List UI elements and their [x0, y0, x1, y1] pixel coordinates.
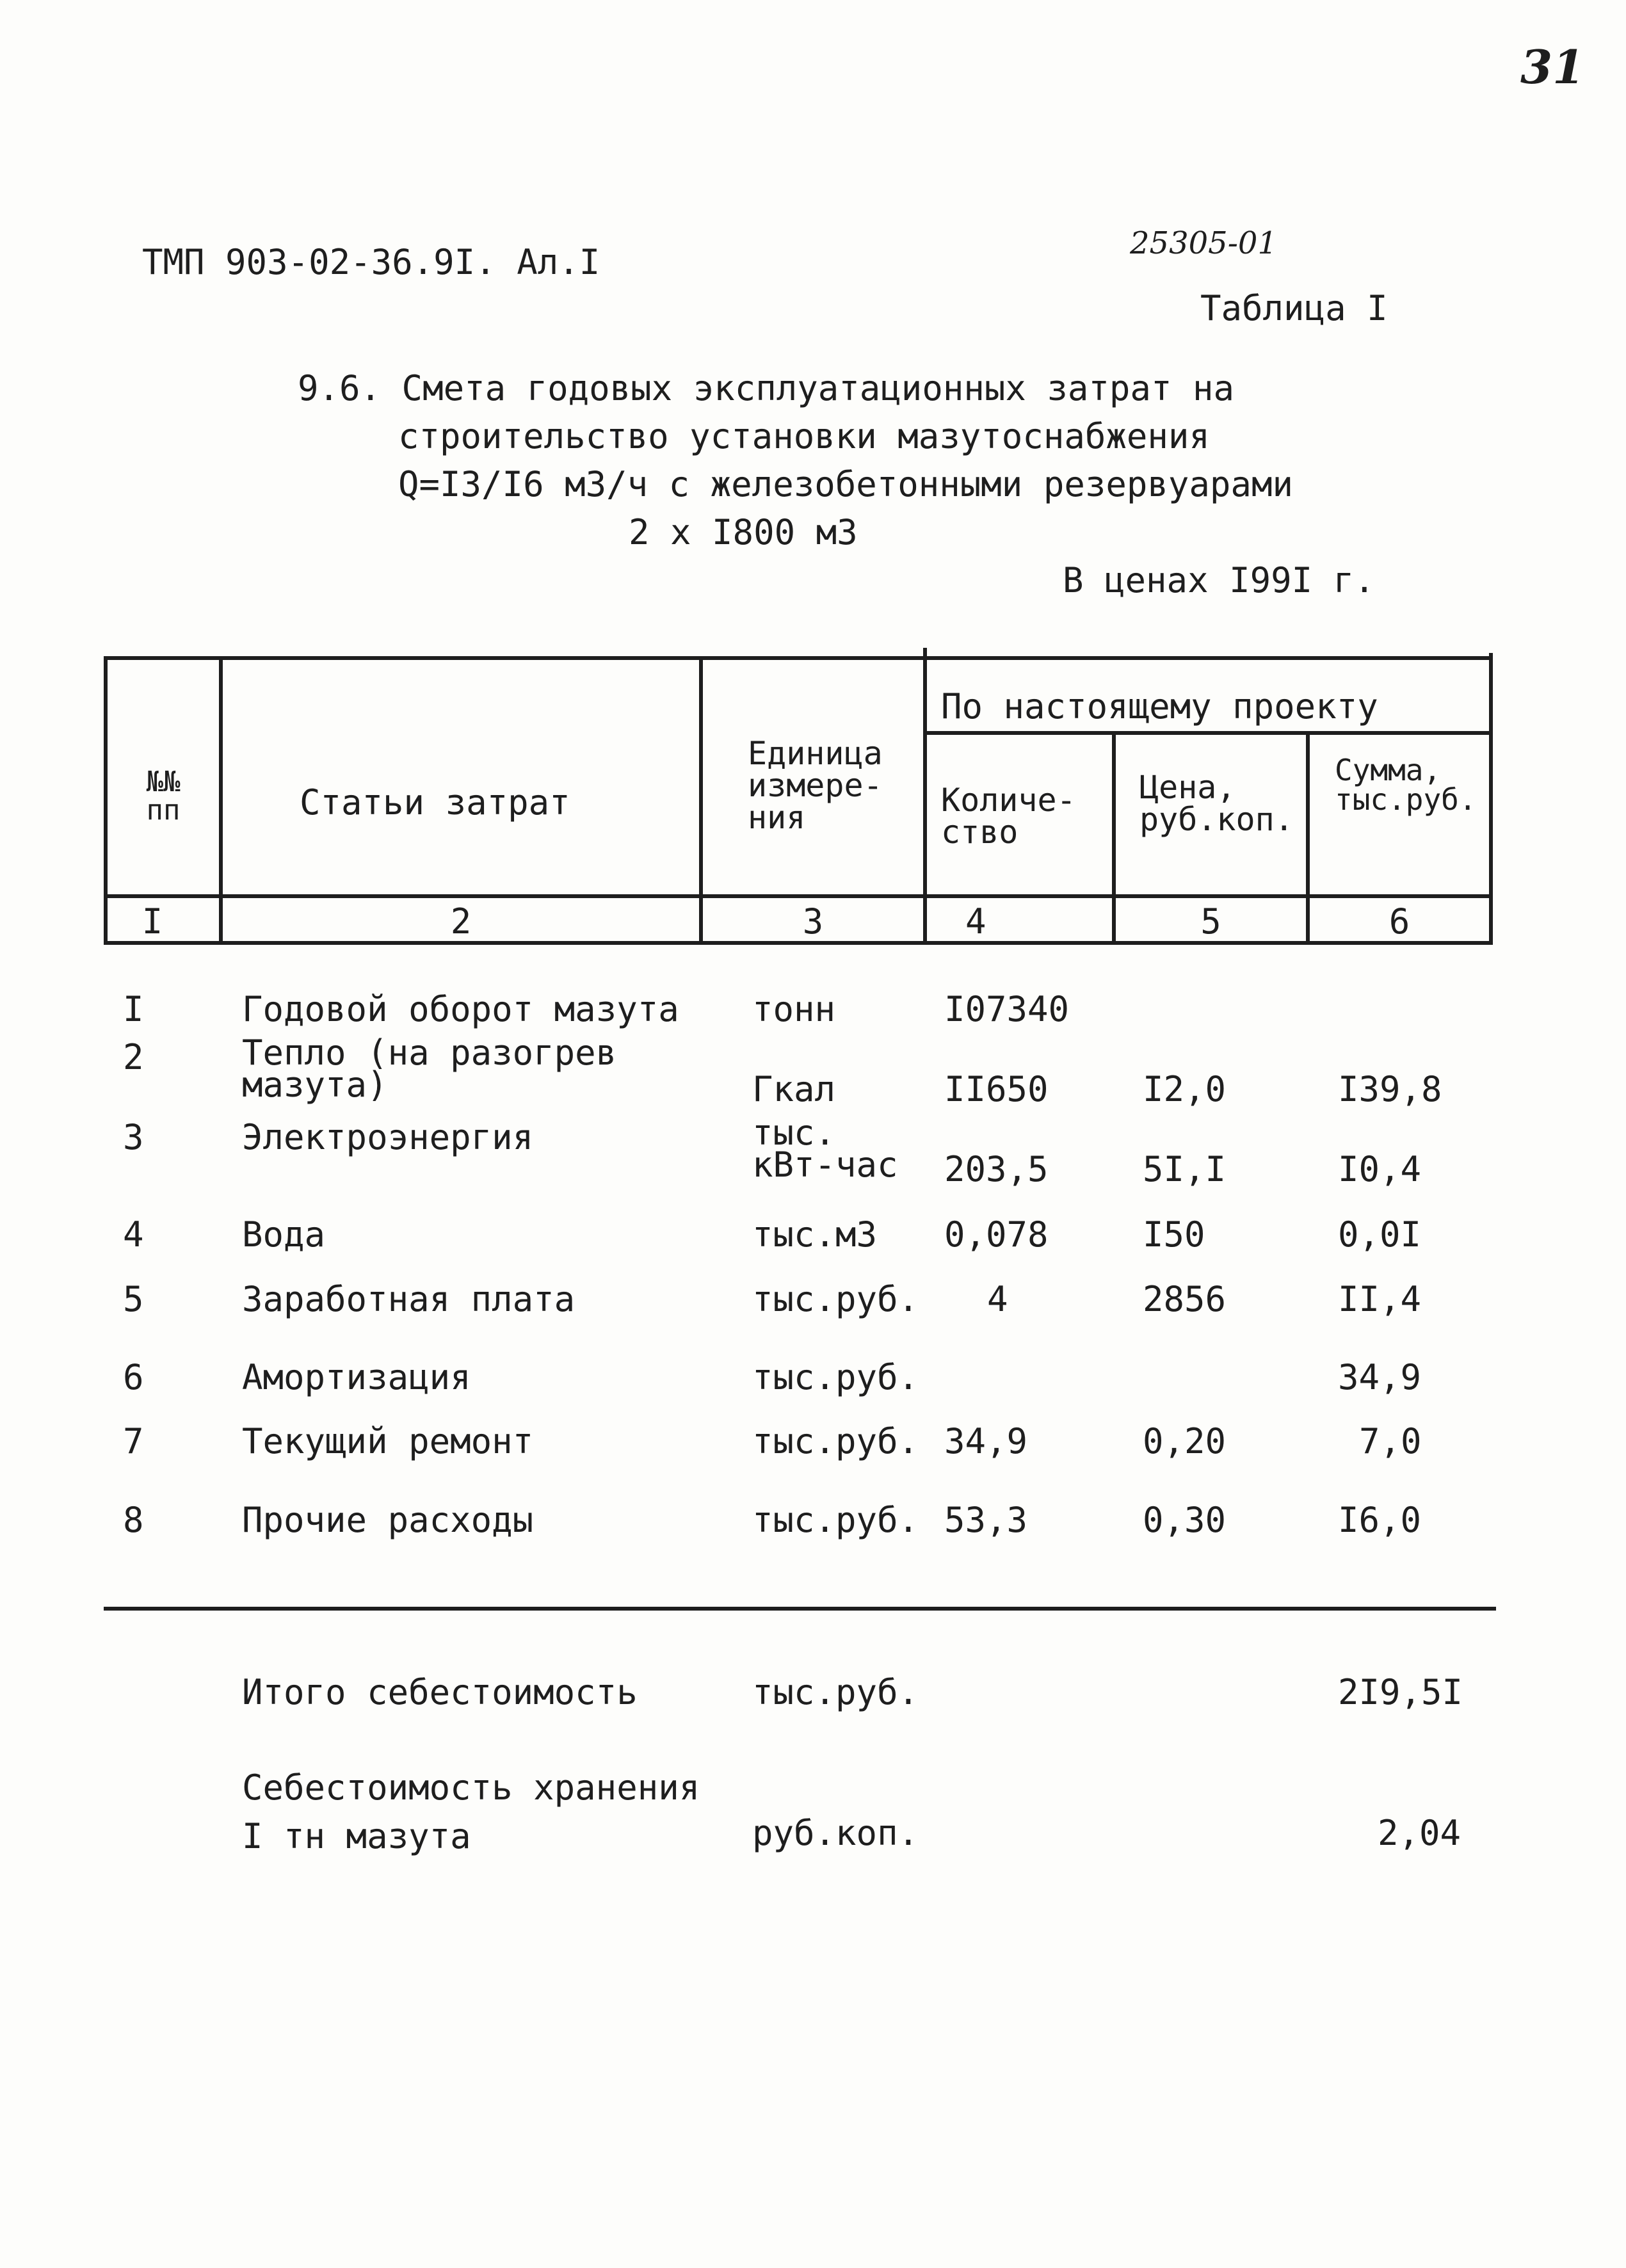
row-unit: тыс. кВт-час	[752, 1113, 898, 1185]
page-number: 31	[1520, 40, 1585, 94]
row-article: Тепло (на разогрев мазута)	[242, 1033, 617, 1105]
row-article: Годовой оборот мазута	[242, 989, 679, 1029]
header-project: По настоящему проекту	[941, 686, 1378, 727]
total-sum: 2I9,5I	[1338, 1672, 1463, 1712]
row-sum: I39,8	[1338, 1069, 1442, 1109]
row-number: 6	[123, 1357, 144, 1397]
total-divider	[104, 1607, 1496, 1611]
row-article: Электроэнергия	[242, 1117, 534, 1157]
row-unit: тыс.руб.	[752, 1500, 919, 1540]
total-label: Итого себестоимость	[242, 1672, 638, 1712]
row-unit: тонн	[752, 989, 836, 1029]
header-quantity: Количе- ство	[941, 782, 1076, 851]
row-article: Вода	[242, 1214, 326, 1255]
column-number-1: I	[141, 901, 163, 942]
row-article: Прочие расходы	[242, 1500, 534, 1540]
row-price: 5I,I	[1143, 1149, 1227, 1189]
row-sum: I0,4	[1338, 1149, 1422, 1189]
header-num: №№ пп	[146, 766, 181, 826]
title-line-2: строительство установки мазутоснабжения	[398, 416, 1210, 456]
column-number-4: 4	[965, 901, 986, 942]
row-number: 7	[123, 1421, 144, 1461]
archive-code: 25305-01	[1130, 225, 1277, 261]
row-unit: тыс.руб.	[752, 1279, 919, 1319]
row-number: I	[123, 989, 144, 1029]
row-sum: 34,9	[1338, 1357, 1422, 1397]
header-article: Статьи затрат	[300, 782, 570, 823]
row-unit: тыс.м3	[752, 1214, 878, 1255]
row-unit: тыс.руб.	[752, 1421, 919, 1461]
row-sum: II,4	[1338, 1279, 1422, 1319]
header-sum: Сумма, тыс.руб.	[1335, 753, 1477, 817]
row-number: 8	[123, 1500, 144, 1540]
title-line-4: 2 х I800 м3	[629, 512, 858, 552]
row-number: 3	[123, 1117, 144, 1157]
header-unit: Единица измере- ния	[748, 735, 883, 836]
storage-label: Себестоимость хранения I тн мазута	[242, 1767, 700, 1856]
title-line-1: 9.6. Смета годовых эксплуатационных затрат на	[298, 368, 1234, 408]
row-unit: тыс.руб.	[752, 1357, 919, 1397]
row-unit: Гкал	[752, 1069, 836, 1109]
document-reference: ТМП 903-02-36.9I. Ал.I	[142, 242, 600, 282]
row-quantity: 0,078	[944, 1214, 1049, 1255]
row-price: 0,20	[1143, 1421, 1227, 1461]
row-price: I2,0	[1143, 1069, 1227, 1109]
row-sum: 0,0I	[1338, 1214, 1422, 1255]
row-number: 2	[123, 1037, 144, 1077]
row-quantity: 53,3	[944, 1500, 1028, 1540]
row-price: 2856	[1143, 1279, 1227, 1319]
title-line-3: Q=I3/I6 м3/ч с железобетонными резервуарами	[398, 464, 1293, 504]
row-article: Текущий ремонт	[242, 1421, 534, 1461]
storage-value: 2,04	[1378, 1813, 1461, 1853]
row-quantity: I07340	[944, 989, 1070, 1029]
price-note: В ценах I99I г.	[1063, 560, 1375, 600]
row-article: Заработная плата	[242, 1279, 576, 1319]
row-quantity: 34,9	[944, 1421, 1028, 1461]
storage-unit: руб.коп.	[752, 1813, 919, 1853]
row-number: 5	[123, 1279, 144, 1319]
table-label: Таблица I	[1200, 288, 1388, 328]
column-number-5: 5	[1200, 901, 1221, 942]
column-number-6: 6	[1389, 901, 1410, 942]
row-number: 4	[123, 1214, 144, 1255]
row-article: Амортизация	[242, 1357, 471, 1397]
row-sum: I6,0	[1338, 1500, 1422, 1540]
column-number-3: 3	[802, 901, 824, 942]
row-quantity: II650	[944, 1069, 1049, 1109]
row-quantity: 203,5	[944, 1149, 1049, 1189]
row-price: 0,30	[1143, 1500, 1227, 1540]
column-number-2: 2	[450, 901, 472, 942]
row-quantity: 4	[987, 1279, 1008, 1319]
header-price: Цена, руб.коп.	[1139, 769, 1294, 838]
row-price: I50	[1143, 1214, 1205, 1255]
row-sum: 7,0	[1359, 1421, 1422, 1461]
total-unit: тыс.руб.	[752, 1672, 919, 1712]
